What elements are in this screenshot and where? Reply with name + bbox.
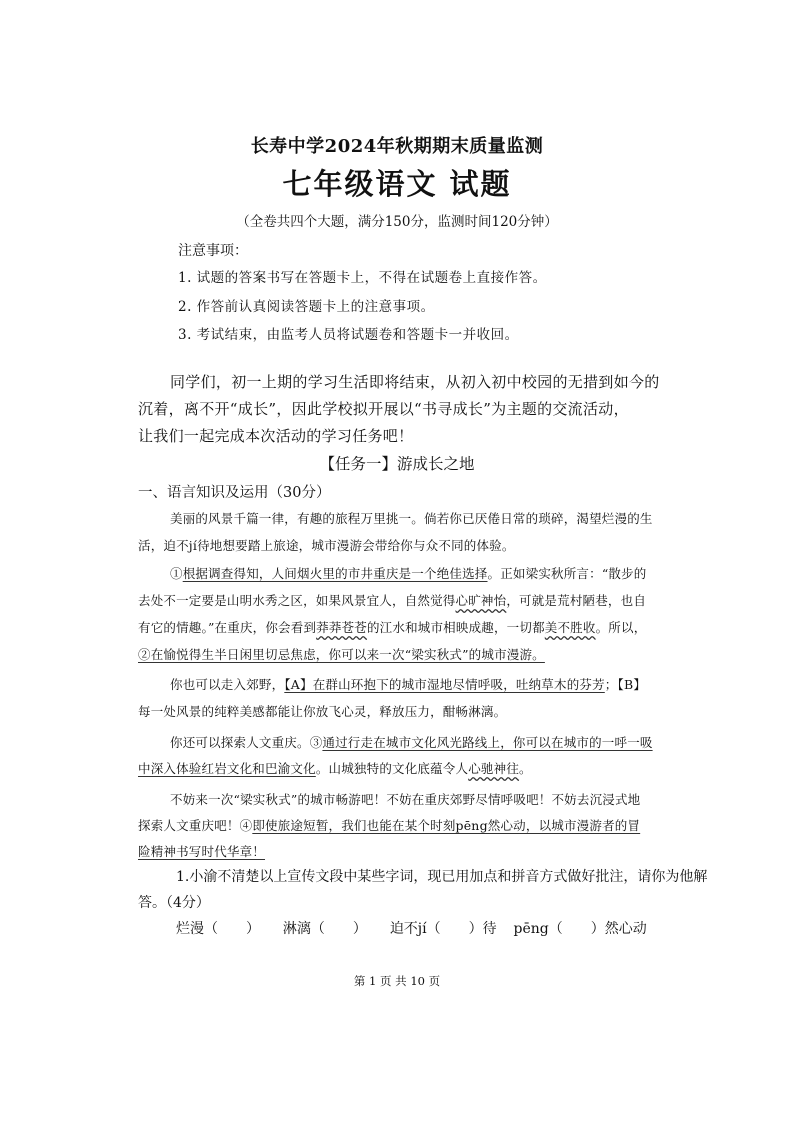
underlined-sentence-4-cont: 险精神书写时代华章！ [138, 844, 266, 859]
passage-line [138, 842, 265, 860]
passage-line: 去处不一定要是山明水秀之区，如果风景宜人，自然觉得心旷神怡，可就是荒村陋巷，也自 [138, 593, 647, 608]
passage-line: 活，迫不jí待地想要踏上旅途，城市漫游会带给你与众不同的体验。 [138, 538, 515, 553]
page-footer: 第 1 页 共 10 页 [353, 974, 441, 988]
passage-line: 探索人文重庆吧！④即使旅途短暂，我们也能在某个时刻pēng然心动，以城市漫游者的冒 [138, 818, 641, 833]
passage-line: 每一处风景的纯粹美感都能让你放飞心灵，释放压力，酣畅淋漓。 [138, 704, 507, 719]
underlined-sentence-1: 根据调查得知，人间烟火里的市井重庆是一个绝佳选择 [182, 566, 488, 581]
task-title: 【任务一】游成长之地 [319, 455, 475, 473]
underlined-sentence-a: 【A】在群山环抱下的城市湿地尽情呼吸，吐纳草木的芬芳 [284, 677, 605, 692]
blank-item: 淋漓（ ） [282, 921, 367, 937]
passage-line: 你也可以走入郊野，【A】在群山环抱下的城市湿地尽情呼吸，吐纳草木的芬芳；【B】 [170, 677, 647, 692]
underlined-sentence-2: ②在愉悦得生半日闲里切忌焦虑，你可以来一次“梁实秋式”的城市漫游。 [138, 647, 545, 662]
passage-line: 美丽的风景千篇一律，有趣的旅程万里挑一。倘若你已厌倦日常的琐碎，渴望烂漫的生 [170, 511, 653, 526]
school-title: 长寿中学2024年秋期期末质量监测 [250, 136, 544, 157]
passage-line: 有它的情趣。”在重庆，你会看到莽莽苍苍的江水和城市相映成趣，一切都美不胜收。所以， [138, 620, 647, 635]
passage-line: 不妨来一次“梁实秋式”的城市畅游吧！不妨在重庆郊野尽情呼吸吧！不妨去沉浸式地 [170, 792, 641, 807]
exam-info: （全卷共四个大题，满分150分，监测时间120分钟） [236, 214, 558, 230]
underlined-sentence-3-cont: 中深入体验红岩文化和巴渝文化 [138, 761, 316, 776]
notice-heading: 注意事项： [178, 243, 248, 259]
notice-item: 3. 考试结束，由监考人员将试题卷和答题卡一并收回。 [178, 327, 519, 343]
question-1-prompt: 1.小渝不清楚以上宣传文段中某些字词，现已用加点和拼音方式做好批注，请你为他解 [176, 869, 708, 885]
wavy-phrase: 心驰神往 [468, 761, 520, 776]
underlined-sentence-4: 即使旅途短暂，我们也能在某个时刻pēng然心动，以城市漫游者的冒 [252, 818, 641, 833]
passage-line: ①根据调查得知，人间烟火里的市井重庆是一个绝佳选择。正如梁实秋所言：“散步的 [170, 566, 647, 581]
blank-item: 烂漫（ ） [176, 921, 260, 937]
passage-line: 你还可以探索人文重庆。③通过行走在城市文化风光路线上，你可以在城市的一呼一吸 [170, 735, 653, 750]
intro-line: 同学们，初一上期的学习生活即将结束，从初入初中校园的无措到如今的 [170, 373, 660, 391]
wavy-phrase: 美不胜收 [544, 620, 596, 635]
intro-line: 沉着，离不开“成长”，因此学校拟开展以“书寻成长”为主题的交流活动， [138, 400, 629, 418]
intro-line: 让我们一起完成本次活动的学习任务吧！ [138, 427, 414, 445]
passage-line [138, 645, 545, 663]
section-title: 一、语言知识及运用（30分） [138, 485, 331, 501]
blank-item: 迫不jí（ ）待 [389, 921, 497, 937]
passage-line: 中深入体验红岩文化和巴渝文化。山城独特的文化底蕴令人心驰神往。 [138, 761, 532, 776]
wavy-phrase: 心旷神怡 [455, 593, 507, 608]
underlined-sentence-3: 通过行走在城市文化风光路线上，你可以在城市的一呼一吸 [322, 735, 653, 750]
blank-item: pēng（ ）然心动 [513, 921, 647, 937]
question-1-prompt: 答。（4分） [138, 895, 210, 911]
question-1-blanks [176, 918, 647, 938]
exam-title: 七年级语文 试题 [282, 167, 512, 201]
notice-item: 1. 试题的答案书写在答题卡上，不得在试题卷上直接作答。 [178, 270, 547, 286]
wavy-phrase: 莽莽苍苍 [316, 620, 367, 635]
notice-item: 2. 作答前认真阅读答题卡上的注意事项。 [178, 299, 435, 315]
